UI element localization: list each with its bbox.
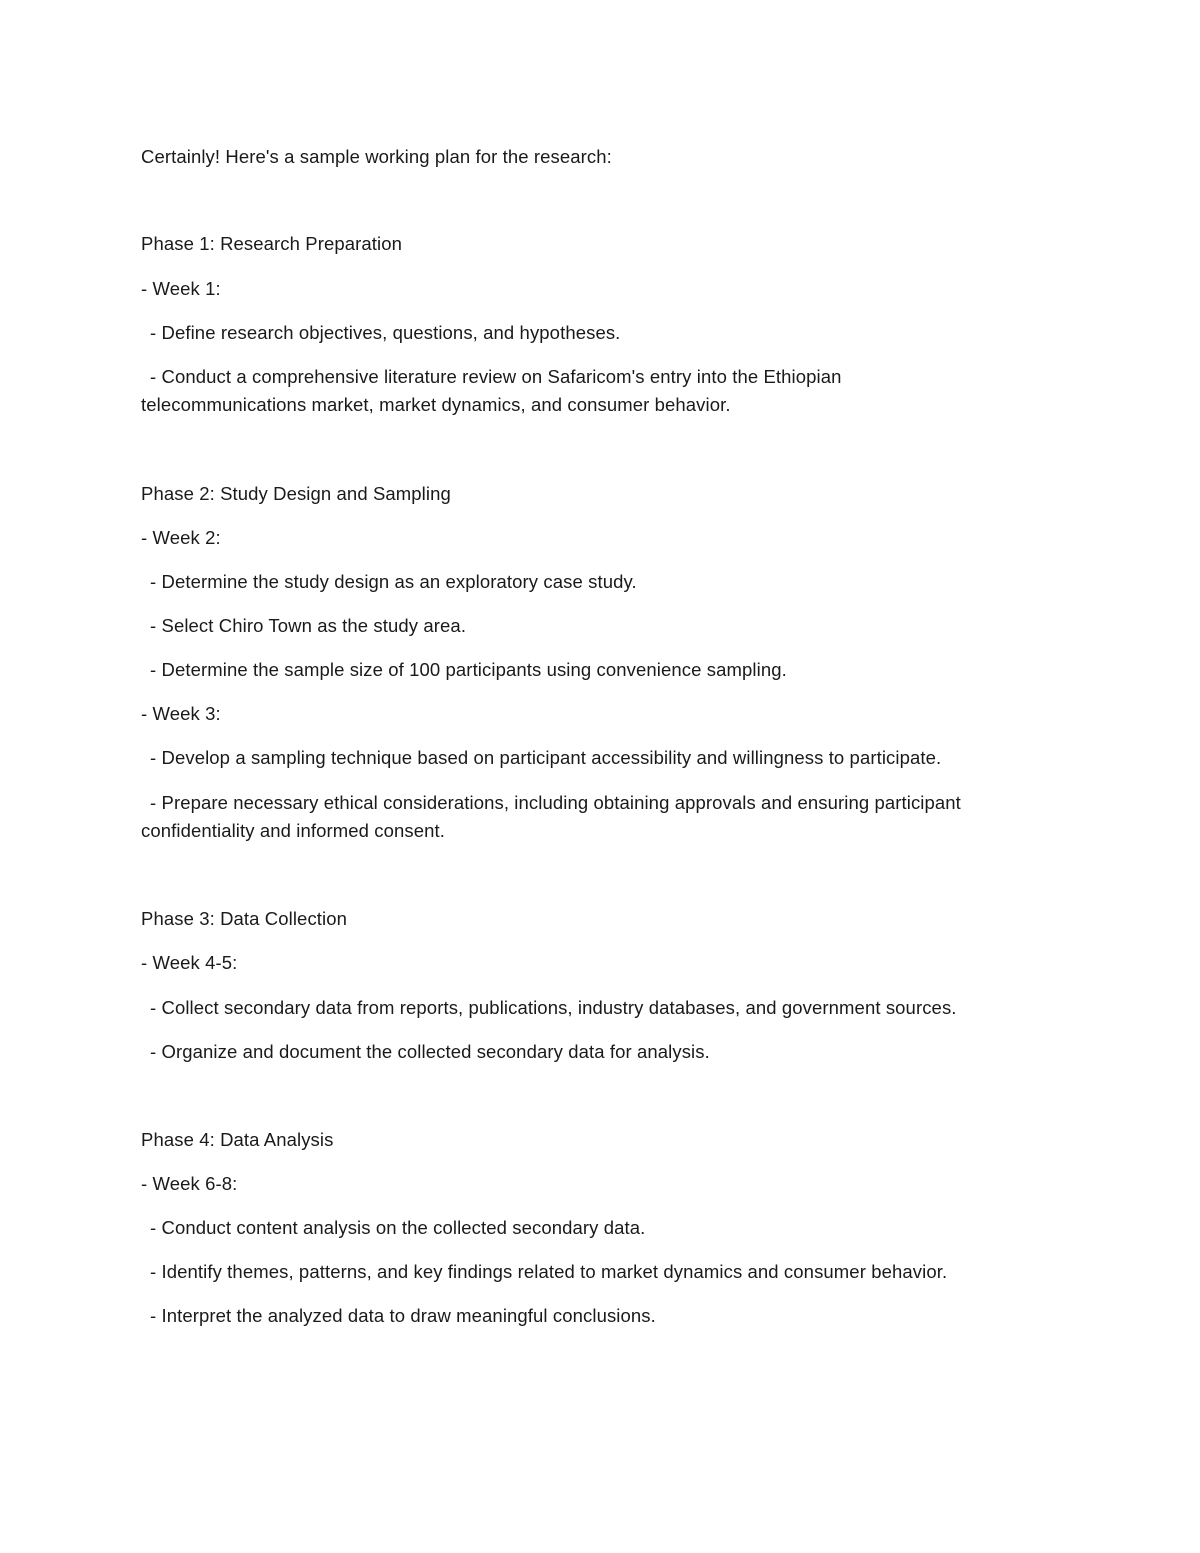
phase-2-task-1: - Determine the study design as an exploratory case study. (150, 571, 637, 592)
phase-2-week-3: - Week 3: (141, 703, 221, 724)
phase-2-task-5-line-2: confidentiality and informed consent. (141, 820, 445, 841)
phase-3-week-4-5: - Week 4-5: (141, 952, 238, 973)
phase-2-week-2: - Week 2: (141, 527, 221, 548)
phase-4-task-3: - Interpret the analyzed data to draw meaningful conclusions. (150, 1305, 656, 1326)
phase-1-task-2-line-2: telecommunications market, market dynamics, and consumer behavior. (141, 394, 731, 415)
phase-4-heading: Phase 4: Data Analysis (141, 1129, 334, 1150)
phase-1-week-1: - Week 1: (141, 278, 221, 299)
phase-1-task-2-line-1: - Conduct a comprehensive literature review on Safaricom's entry into the Ethiopian (150, 366, 842, 387)
phase-4-task-2: - Identify themes, patterns, and key findings related to market dynamics and consumer behavior. (150, 1261, 948, 1282)
phase-2-task-3: - Determine the sample size of 100 participants using convenience sampling. (150, 659, 787, 680)
phase-1-task-1: - Define research objectives, questions, and hypotheses. (150, 322, 621, 343)
phase-3-task-1: - Collect secondary data from reports, publications, industry databases, and government sources. (150, 997, 957, 1018)
phase-2-heading: Phase 2: Study Design and Sampling (141, 483, 451, 504)
phase-2-task-4: - Develop a sampling technique based on participant accessibility and willingness to participate. (150, 747, 942, 768)
phase-1-heading: Phase 1: Research Preparation (141, 233, 403, 254)
phase-4-week-6-8: - Week 6-8: (141, 1173, 238, 1194)
phase-3-heading: Phase 3: Data Collection (141, 908, 348, 929)
intro-text: Certainly! Here's a sample working plan for the research: (141, 146, 612, 167)
phase-2-task-5-line-1: - Prepare necessary ethical considerations, including obtaining approvals and ensuring participant (150, 792, 961, 813)
phase-4-task-1: - Conduct content analysis on the collected secondary data. (150, 1217, 646, 1238)
phase-3-task-2: - Organize and document the collected secondary data for analysis. (150, 1041, 710, 1062)
phase-2-task-2: - Select Chiro Town as the study area. (150, 615, 467, 636)
